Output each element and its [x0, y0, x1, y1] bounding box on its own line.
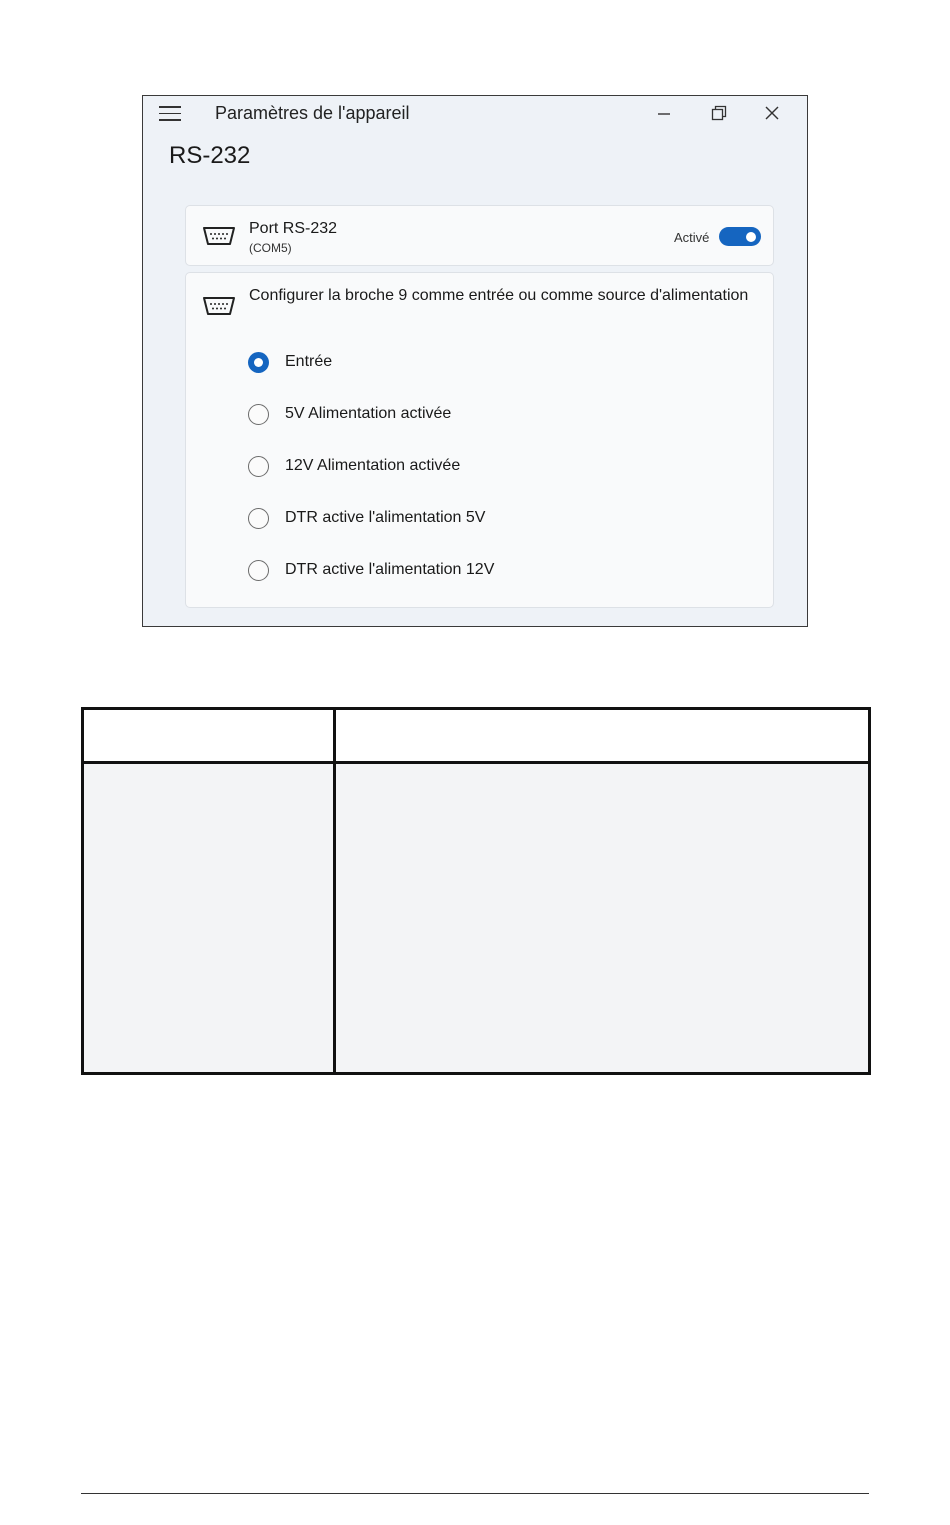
- port-card: [185, 205, 774, 266]
- radio-label: 12V Alimentation activée: [285, 457, 461, 474]
- radio-option-12v[interactable]: [248, 454, 460, 478]
- config-title: Configurer la broche 9 comme entrée ou comme source d'alimentation: [249, 287, 749, 304]
- minimize-icon: [657, 102, 671, 126]
- footer-divider: [81, 1493, 869, 1494]
- port-enable-toggle[interactable]: [719, 227, 761, 246]
- window-title: Paramètres de l'appareil: [215, 103, 410, 123]
- hamburger-menu-icon[interactable]: [159, 106, 181, 122]
- radio-button[interactable]: [248, 352, 269, 373]
- table-row: [83, 763, 870, 1074]
- restore-icon: [711, 102, 727, 126]
- toggle-label: Activé: [674, 230, 710, 245]
- table-cell: [335, 763, 870, 1074]
- radio-option-dtr-12v[interactable]: [248, 558, 494, 582]
- close-button[interactable]: [755, 102, 789, 126]
- radio-button[interactable]: [248, 560, 269, 581]
- minimize-button[interactable]: [647, 102, 681, 126]
- table-header-cell: [335, 709, 870, 763]
- radio-button[interactable]: [248, 456, 269, 477]
- empty-table: [81, 707, 871, 1075]
- port-name: Port RS-232: [249, 220, 338, 237]
- toggle-knob: [746, 232, 756, 242]
- radio-label: DTR active l'alimentation 5V: [285, 509, 486, 526]
- table-header-cell: [83, 709, 335, 763]
- table-cell: [83, 763, 335, 1074]
- radio-label: Entrée: [285, 353, 333, 370]
- table-header-row: [83, 709, 870, 763]
- settings-window: [142, 95, 808, 627]
- page-title: RS-232: [169, 142, 251, 169]
- port-com-label: (COM5): [249, 241, 292, 255]
- title-bar: [143, 96, 807, 132]
- radio-label: DTR active l'alimentation 12V: [285, 561, 495, 578]
- pin9-config-card: [185, 272, 774, 608]
- restore-button[interactable]: [702, 102, 736, 126]
- serial-port-icon: [202, 295, 236, 317]
- radio-option-5v[interactable]: [248, 402, 451, 426]
- radio-label: 5V Alimentation activée: [285, 405, 452, 422]
- radio-button[interactable]: [248, 404, 269, 425]
- radio-option-entree[interactable]: [248, 350, 332, 374]
- radio-option-dtr-5v[interactable]: [248, 506, 485, 530]
- serial-port-icon: [202, 225, 236, 247]
- radio-button[interactable]: [248, 508, 269, 529]
- close-icon: [764, 102, 780, 126]
